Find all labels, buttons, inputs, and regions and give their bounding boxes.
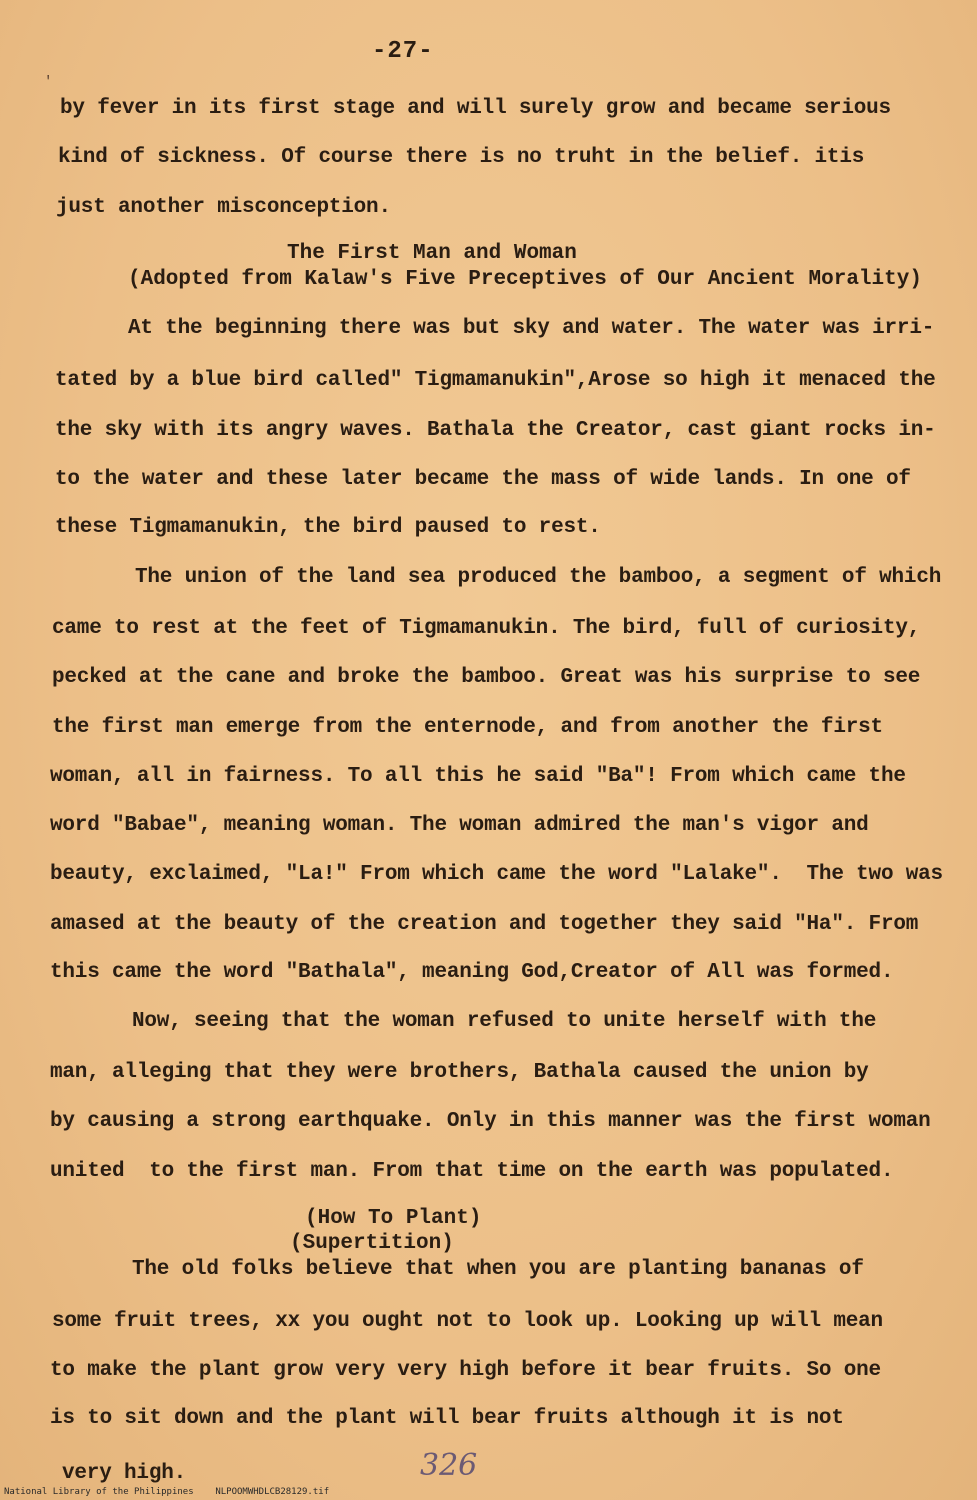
text-line: the first man emerge from the enternode, and from another the first — [52, 716, 883, 739]
story-title: The First Man and Woman — [287, 242, 577, 265]
text-line: is to sit down and the plant will bear fruits although it is not — [50, 1407, 844, 1430]
text-line: to the water and these later became the mass of wide lands. In one of — [55, 468, 911, 491]
section-subtitle: (Supertition) — [290, 1232, 454, 1255]
text-line: Now, seeing that the woman refused to unite herself with the — [132, 1010, 877, 1033]
handwritten-page-number: 326 — [420, 1448, 478, 1483]
text-line: came to rest at the feet of Tigmamanukin. The bird, full of curiosity, — [52, 617, 921, 640]
text-line: by fever in its first stage and will surely grow and became serious — [60, 97, 891, 120]
section-title: (How To Plant) — [305, 1207, 482, 1230]
page-number: -27- — [372, 38, 434, 65]
text-line: The old folks believe that when you are planting bananas of — [132, 1258, 864, 1281]
text-line: woman, all in fairness. To all this he said "Ba"! From which came the — [50, 765, 906, 788]
text-line: The union of the land sea produced the bamboo, a segment of which — [135, 566, 942, 589]
text-line: these Tigmamanukin, the bird paused to rest. — [55, 516, 601, 539]
text-line: amased at the beauty of the creation and together they said "Ha". From — [50, 913, 919, 936]
text-line: man, alleging that they were brothers, Bathala caused the union by — [50, 1061, 869, 1084]
text-line: to make the plant grow very very high before it bear fruits. So one — [50, 1359, 881, 1382]
text-line: united to the first man. From that time on the earth was populated. — [50, 1160, 894, 1183]
text-line: very high. — [62, 1462, 187, 1485]
archive-footer: National Library of the Philippines NLPOOMWHDLCB28129.tif — [4, 1487, 330, 1497]
text-line: kind of sickness. Of course there is no truht in the belief. itis — [58, 146, 865, 169]
margin-mark: ' — [44, 74, 53, 90]
text-line: the sky with its angry waves. Bathala the Creator, cast giant rocks in- — [55, 419, 936, 442]
text-line: by causing a strong earthquake. Only in this manner was the first woman — [50, 1110, 931, 1133]
text-line: this came the word "Bathala", meaning God,Creator of All was formed. — [50, 961, 894, 984]
text-line: tated by a blue bird called" Tigmamanukin",Arose so high it menaced the — [55, 369, 936, 392]
story-subtitle: (Adopted from Kalaw's Five Preceptives of Our Ancient Morality) — [128, 268, 922, 291]
text-line: pecked at the cane and broke the bamboo. Great was his surprise to see — [52, 666, 921, 689]
text-line: just another misconception. — [56, 196, 391, 219]
text-line: word "Babae", meaning woman. The woman admired the man's vigor and — [50, 814, 869, 837]
text-line: some fruit trees, xx you ought not to look up. Looking up will mean — [52, 1310, 883, 1333]
text-line: At the beginning there was but sky and water. The water was irri- — [128, 317, 935, 340]
text-line: beauty, exclaimed, "La!" From which came the word "Lalake". The two was — [50, 863, 943, 886]
